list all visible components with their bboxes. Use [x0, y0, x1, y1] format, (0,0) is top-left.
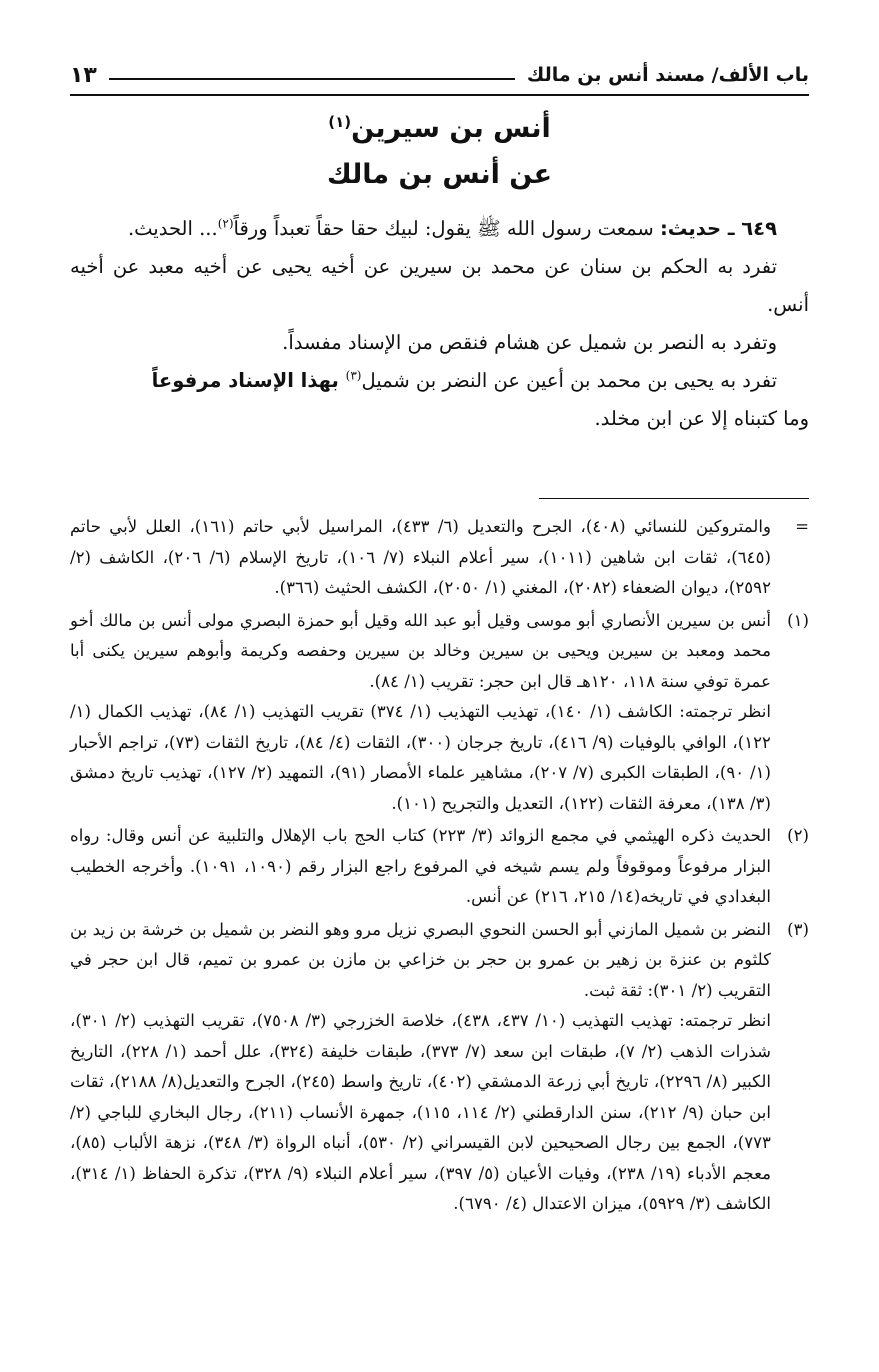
hadith-label: ٦٤٩ ـ حديث: [659, 217, 777, 240]
paragraph-2: تفرد به الحكم بن سنان عن محمد بن سيرين عن أخيه يحيى عن أخيه معبد عن أخيه أنس. [70, 255, 809, 316]
footnotes [70, 512, 809, 1222]
footnote-2 [70, 821, 809, 913]
footnote-separator [539, 498, 809, 499]
footnote-text: انظر ترجمته: الكاشف (١/ ١٤٠)، تهذيب التهذيب (١/ ٣٧٤) تقريب التهذيب (١/ ٨٤)، تهذيب الكمال (١/ ١٢٢)، الوافي بالوفيات (٩/ ٤١٦)، تاريخ جرجان (٣٠٠)، الثقات (٤/ ٨٤)، تاريخ الثقات (٧٣)، تراجم الأحبار (١/ ٩٠)، الطبقات الكبرى (٧/ ٢٠٧)، مشاهير علماء الأمصار (٩١)، التمهيد (٢/ ١٢٧)، تهذيب تاريخ دمشق (٣/ ١٣٨)، معرفة الثقات (١٢٢)، التعديل والتجريح (١٠١). [70, 702, 771, 813]
footnote-marker: = [795, 517, 809, 536]
footnote-1 [70, 606, 809, 820]
footnote-continuation [70, 512, 809, 604]
hadith-text-end: ... الحديث. [127, 217, 218, 240]
footnote-marker: (٢) [787, 826, 809, 845]
page-number: ١٣ [70, 63, 97, 88]
footnote-text: النضر بن شميل المازني أبو الحسن النحوي البصري نزيل مرو وهو النضر بن شميل بن خرشة بن زيد بن كلثوم بن عنزة بن زهير بن عمرو بن حجر بن خزاعي بن مازن بن عمرو بن تميم، قال ابن حجر في التقريب (٢/ ٣٠١): ثقة ثبت. [70, 919, 771, 1000]
footnote-text: والمتروكين للنسائي (٤٠٨)، الجرح والتعديل (٦/ ٤٣٣)، المراسيل لأبي حاتم (١٦١)، العلل لأبي حاتم (٦٤٥)، ثقات ابن شاهين (١٠١١)، سير أعلام النبلاء (٧/ ١٠٦)، تاريخ الإسلام (٦/ ٢٠٦)، الكاشف (٢/ ٢٥٩٢)، ديوان الضعفاء (٢٠٨٢)، المغني (١/ ٢٠٥٠)، الكشف الحثيث (٣٦٦). [70, 517, 771, 597]
running-title: باب الألف/ مسند أنس بن مالك [526, 64, 809, 86]
paragraph-3: وتفرد به النصر بن شميل عن هشام فنقص من الإسناد مفسداً. [282, 331, 777, 354]
paragraph-5: وما كتبناه إلا عن ابن مخلد. [594, 407, 809, 430]
running-header [70, 50, 809, 96]
section-headings [70, 106, 809, 198]
footnote-text: أنس بن سيرين الأنصاري أبو موسى وقيل أبو عبد الله وقيل أبو حمزة البصري مولى أنس بن مالك أخو محمد ومعبد بن سيرين ويحيى بن سيرين وخالد بن سيرين وحفصه وكريمة وأبوهم سيرين يكنى أبا عمرة توفي سنة ١١٨، ١٢٠هـ قال ابن حجر: تقريب (١/ ٨٤). [70, 610, 771, 691]
footnote-ref-1: (١) [328, 113, 352, 131]
footnote-marker: (٣) [787, 919, 809, 939]
footnote-text: الحديث ذكره الهيثمي في مجمع الزوائد (٣/ ٢٢٣) كتاب الحج باب الإهلال والتلبية عن أنس وقال: رواه البزار مرفوعاً وموقوفاً ولم يسم شيخه في المرفوع راجع البزار رقم (١٠٩٠، ١٠٩١). وأخرجه الخطيب البغدادي في تاريخه(١٤/ ٢١٥، ٢١٦) عن أنس. [70, 826, 772, 906]
paragraph-4: تفرد به يحيى بن محمد بن أعين عن النضر بن شميل$^{(٣)}$ بهذا الإسناد مرفوعاً [151, 368, 777, 392]
footnote-text: انظر ترجمته: تهذيب التهذيب (١٠/ ٤٣٧، ٤٣٨)، خلاصة الخزرجي (٣/ ٧٥٠٨)، تقريب التهذيب (٢/ ٣٠١)، شذرات الذهب (٢/ ٧)، طبقات ابن سعد (٧/ ٣٧٣)، طبقات خليفة (٣٢٤)، علل أحمد (١/ ٢٢٨)، التاريخ الكبير (٨/ ٢٢٩٦)، تاريخ أبي زرعة الدمشقي (٤٠٢)، تاريخ واسط (٢٤٥)، الجرح والتعديل(٨/ ٢١٨٨)، ثقات ابن حبان (٩/ ٢١٢)، سنن الدارقطني (٢/ ١١٤، ١١٥)، جمهرة الأنساب (٢١١)، رجال البخاري للباجي (٢/ ٧٧٣)، الجمع بين رجال الصحيحين لابن القيسراني (٢/ ٥٣٠)، أنباه الرواة (٣/ ٣٤٨)، نزهة الألباب (٨٥)، معجم الأدباء (١٩/ ٢٣٨)، وفيات الأعيان (٥/ ٣٩٧)، سير أعلام النبلاء (٩/ ٣٢٨)، تذكرة الحفاظ (١/ ٣١٤)، الكاشف (٣/ ٥٩٢٩)، ميزان الاعتدال (٤/ ٦٧٩٠). [70, 1011, 772, 1213]
hadith-paragraph [70, 210, 809, 248]
section-title-line2: عن أنس بن مالك [326, 159, 553, 190]
hadith-text: سمعت رسول الله ﷺ يقول: لبيك حقا حقاً تعبداً ورقاً [233, 217, 660, 240]
footnote-ref-3: (٣) [345, 368, 362, 383]
footnote-3 [70, 915, 809, 1220]
section-title-line1: أنس بن سيرين$^{(١)}$ [328, 113, 551, 144]
header-rule [109, 78, 515, 80]
footnote-marker: (١) [787, 610, 809, 630]
main-text [70, 210, 809, 438]
footnote-ref-2: (٢) [217, 216, 234, 231]
